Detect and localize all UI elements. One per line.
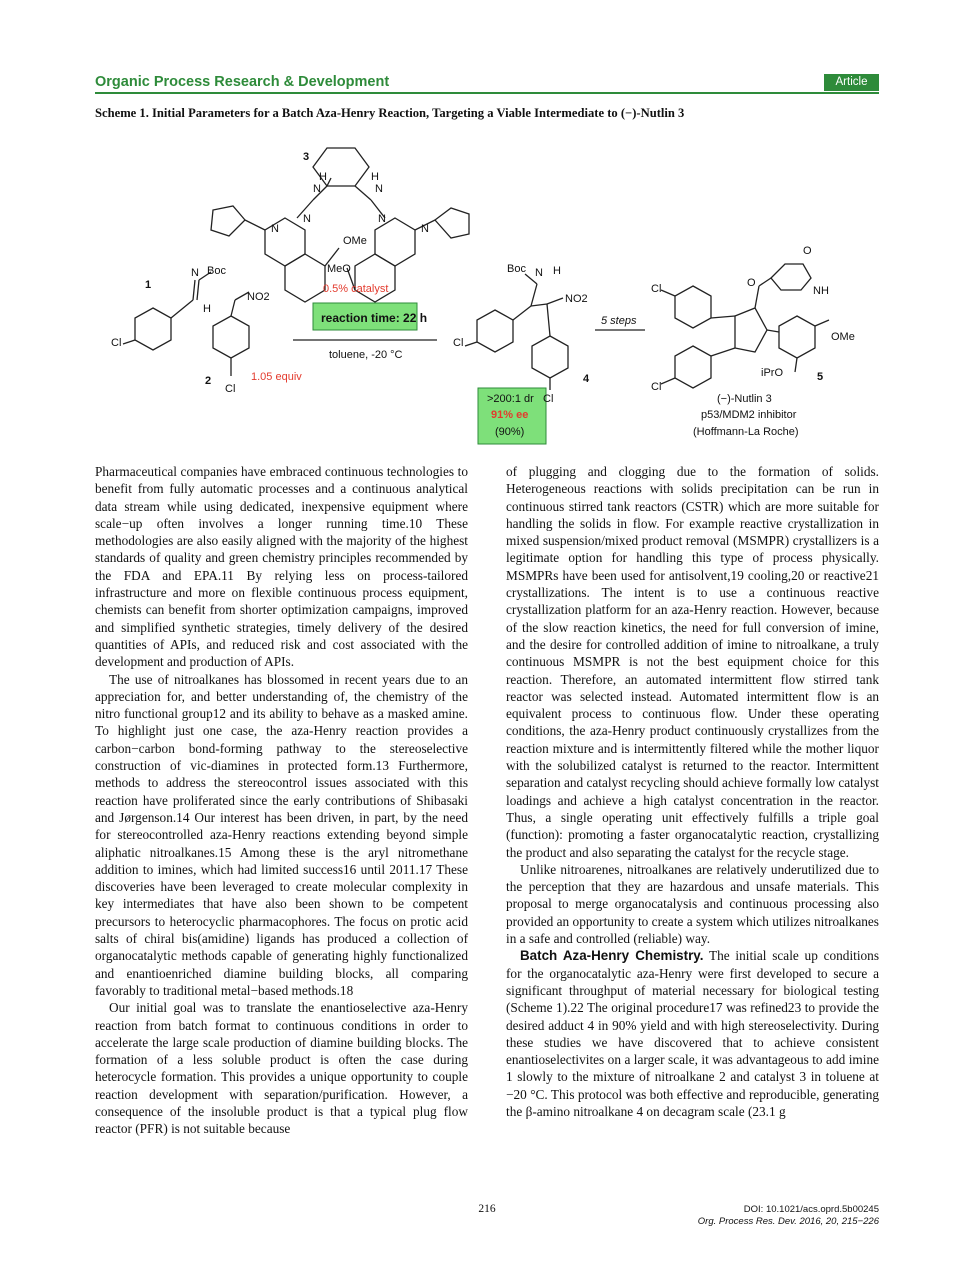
left-benzo-ring (285, 254, 325, 302)
nutlin-company: (Hoffmann-La Roche) (693, 426, 799, 438)
scheme-caption (95, 106, 879, 121)
scheme-1-figure (95, 140, 879, 450)
pyrrolidine-n-left: N (271, 223, 279, 235)
nutlin-description: p53/MDM2 inhibitor (701, 409, 797, 421)
section-heading: Batch Aza-Henry Chemistry. (520, 948, 704, 964)
nitro-no2: NO2 (247, 291, 270, 303)
nutlin-cl-1: Cl (651, 283, 662, 295)
selectivity-dr: >200:1 dr (487, 393, 534, 405)
product-label: 4 (583, 373, 590, 385)
five-steps-label: 5 steps (601, 315, 637, 327)
page-number: 216 (478, 1203, 496, 1215)
product-no2: NO2 (565, 293, 588, 305)
quinoline-n-right: N (378, 213, 386, 225)
nutlin-aryl-ring-3 (779, 316, 815, 358)
product-boc: Boc (507, 263, 526, 275)
article-badge: Article (824, 74, 879, 91)
meo-label: MeO (327, 263, 351, 275)
imine-aryl-ring (135, 308, 171, 350)
catalyst-nh-right: N (375, 183, 383, 195)
imine-boc: Boc (207, 265, 226, 277)
page-header (95, 72, 879, 94)
scheme-label: Scheme 1. (95, 106, 149, 120)
doi-link[interactable]: DOI: 10.1021/acs.oprd.5b00245 (743, 1204, 879, 1215)
paragraph-text: The initial scale up conditions for the organocatalytic aza-Henry were first developed to secure a significant throughput of material necessary for biological testing (Scheme 1).22 The original procedure17 was refined23 to provide the desired adduct 4 in 90% yield and with high stereoselectivity. During these studies we have discovered that to achieve consistent enantioselectivites on a larger scale, it was advantageous to add imine 1 slowly to the mixture of nitroalkane 2 and catalyst 3 in toluene at −20 °C. This protocol was both effective and reproducible, generating the β-amino nitroalkane 4 on decagram scale (23.1 g (506, 948, 880, 1119)
selectivity-yield: (90%) (495, 426, 525, 438)
product-aryl-ring-1 (477, 310, 513, 352)
paragraph: Our initial goal was to translate the enantioselective aza-Henry reaction from batch format to continuous conditions in order to accelerate the large scale production of diamine building blocks. The formation of a less soluble product is often the case during heterocycle formation. This provides a unique opportunity to couple reaction development with separation/purification. However, a consequence of the insoluble product is that a typical plug flow reactor (PFR) is not suitable because (95, 1000, 468, 1137)
quinoline-n-left: N (303, 213, 311, 225)
imine-label: 1 (145, 279, 152, 291)
imine-n: N (191, 267, 199, 279)
paragraph (506, 947, 879, 1120)
product-h: H (553, 265, 561, 277)
nutlin-aryl-ring-2 (675, 346, 711, 388)
piperazinone-ring (771, 264, 811, 290)
catalyst-h-left: H (319, 171, 327, 183)
header-rule (95, 92, 879, 94)
nutlin-lactam-o: O (803, 245, 812, 257)
nutlin-nh: NH (813, 285, 829, 297)
journal-title[interactable]: Organic Process Research & Development (95, 74, 390, 90)
pyrrolidine-n-right: N (421, 223, 429, 235)
selectivity-ee: 91% ee (491, 409, 529, 421)
text-column-right (506, 463, 879, 1120)
left-pyrrolidine (211, 206, 245, 236)
nutlin-carbonyl-o: O (747, 277, 756, 289)
ome-label: OMe (343, 235, 367, 247)
nitro-equiv: 1.05 equiv (251, 371, 302, 383)
imine-cl: Cl (111, 337, 122, 349)
nutlin-name: (−)-Nutlin 3 (717, 393, 772, 405)
product-aryl-ring-2 (532, 336, 568, 378)
imine-h: H (203, 303, 211, 315)
paragraph: Unlike nitroarenes, nitroalkanes are relatively underutilized due to the perception that they are hazardous and unsafe materials. This proposal to merge organocatalysis and continuous processing also provided an opportunity to create a system which utilizes nitroalkanes in a safe and controlled (reliable) way. (506, 861, 879, 947)
text-column-left (95, 463, 468, 1138)
catalyst-label: 3 (303, 151, 310, 163)
nutlin-ome: OMe (831, 331, 855, 343)
journal-citation: Org. Process Res. Dev. 2016, 20, 215−226 (697, 1216, 879, 1227)
reaction-conditions: toluene, -20 °C (329, 349, 403, 361)
nutlin-ipro: iPrO (761, 367, 783, 379)
nutlin-cl-2: Cl (651, 381, 662, 393)
right-pyridine-ring (375, 218, 415, 266)
catalyst-loading: 0.5% catalyst (323, 283, 389, 295)
nutlin-label: 5 (817, 371, 824, 383)
catalyst-nh-left: N (313, 183, 321, 195)
product-cl-2: Cl (543, 393, 554, 405)
paragraph: of plugging and clogging due to the formation of solids. Heterogeneous reactions with solids precipitation can be run in continuous stirred tank reactors (CSTR) which are more suitable for handling the solids in flow. For example reactive crystallization in mixed suspension/mixed product removal (MSMPR) crystallizers is a legitimate option for handling this type of process physically. MSMPRs have been used for antisolvent,19 cooling,20 or reactive21 crystallizations. The intent is to use a continuous reactive crystallization platform for an aza-Henry reaction. However, because of the slow reaction kinetics, the need for full conversion of imine, and the desire for controlled addition of imine to nitroalkane, a truly continuous MSMPR is not the best equipment choice for this reaction. Therefore, an automated intermittent flow stirred tank reactor was selected instead. Automated intermittent flow is an equivalent process to continuous flow. Under these operating conditions, the aza-Henry product continuously crystallizes from the reaction mixture and is intermittently filtered while the mother liquor with the solubilized catalyst is returned to the reactor. Intermittent separation and catalyst recycling should achieve formally low catalyst loadings and achieve a high catalyst concentration in the reactor. Thus, a single operating unit effectively fulfills a triple goal (function): promoting a faster organocatalytic reaction, crystallizing the product and also separating the catalyst for the recycle stage. (506, 464, 879, 860)
nitro-aryl-ring (213, 316, 249, 358)
nitro-label: 2 (205, 375, 212, 387)
catalyst-h-right: H (371, 171, 379, 183)
footer-citation (698, 1204, 879, 1228)
product-cl-1: Cl (453, 337, 464, 349)
scheme-title-text: Initial Parameters for a Batch Aza-Henry Reaction, Targeting a Viable Intermediate to (−)-Nutlin 3 (152, 106, 685, 120)
nutlin-aryl-ring-1 (675, 286, 711, 328)
imidazoline-ring (735, 308, 767, 352)
paragraph: Pharmaceutical companies have embraced continuous technologies to benefit from fully automatic processes and a continuous analytical data stream while using dedicated, inexpensive equipment where scale−up often involves a longer running time.10 These methodologies are also easily aligned with the majority of the highest standards of quality and green chemistry principles recommended by the FDA and EPA.11 By relying less on process-tailored infrastructure and more on flexible continuous process equipment, chemists can benefit from shorter optimization campaigns, improved and simplified synthetic strategies, timely delivery of the desired quantities of APIs, and reduced risk and cost associated with the development and production of APIs. (95, 464, 468, 670)
paragraph: The use of nitroalkanes has blossomed in recent years due to an appreciation for, and better understanding of, the chemistry of the nitro functional group12 and its ability to behave as a masked amine. To highlight just one case, the aza-Henry reaction provides a carbon−carbon bond-forming pathway to the stereoselective construction of vic-diamines in protected form.13 Furthermore, methods to address the stereocontrol issues associated with this reaction have proliferated since the early contributions of Shibasaki and Jørgenson.14 Our interest has been driven, in part, by the need for stereocontrolled aza-Henry reactions extending beyond simple aliphatic nitroalkanes.15 Among these is the aryl nitromethane addition to imines, which had limited success16 until 2011.17 These discoveries have been leveraged to create molecular complexity in key intermediates that have also been shown to be competent precursors to heterocyclic pharmacophores. The focus on protic acid salts of chiral bis(amidine) ligands has produced a collection of organocatalytic methods capable of generating highly functionalized and enantioenriched diamine building blocks, all comparing favorably to traditional metal−based methods.18 (95, 671, 468, 998)
reaction-time: reaction time: 22 h (321, 311, 428, 325)
product-n: N (535, 267, 543, 279)
nitro-cl: Cl (225, 383, 236, 395)
right-pyrrolidine (435, 208, 469, 238)
